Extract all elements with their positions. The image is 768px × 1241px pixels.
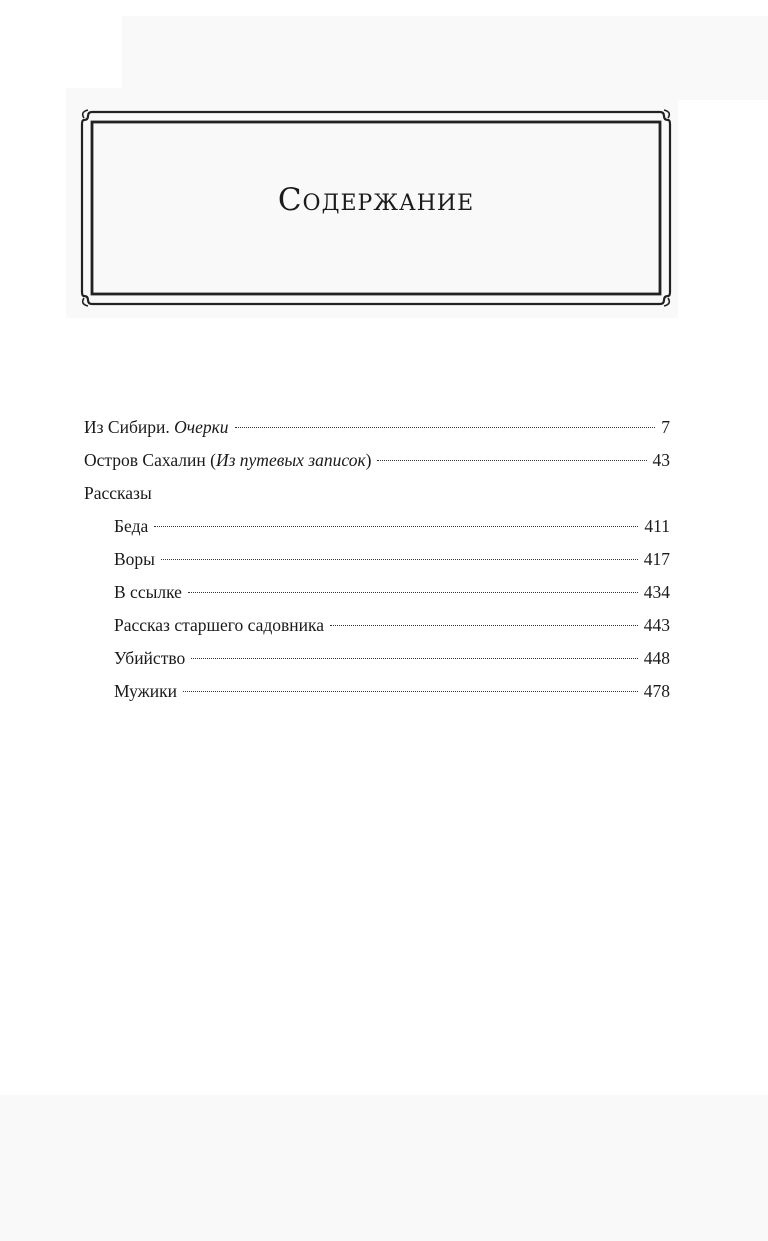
toc-page-number: 434 (643, 582, 670, 602)
toc-entry-label: Рассказ старшего садовника (114, 615, 324, 635)
toc-entry-label: Остров Сахалин (Из путевых записок) (84, 450, 372, 470)
toc-story-entry[interactable] (114, 577, 670, 607)
scan-tint-bottom (0, 1095, 768, 1241)
toc-page-number: 478 (643, 681, 670, 701)
toc-page-number: 411 (644, 516, 670, 536)
dot-leader (330, 625, 638, 626)
toc-story-entry[interactable] (114, 610, 670, 640)
dot-leader (188, 592, 638, 593)
toc-page-number: 443 (643, 615, 670, 635)
toc-entry-label: Мужики (114, 681, 177, 701)
toc-entry-label: В ссылке (114, 582, 182, 602)
toc-entry-label: Убийство (114, 648, 186, 668)
toc-entry-sakhalin[interactable] (84, 445, 670, 475)
dot-leader (191, 658, 638, 659)
toc-section-stories (84, 478, 670, 508)
dot-leader (154, 526, 638, 527)
dot-leader (377, 460, 646, 461)
toc-page-number: 417 (643, 549, 670, 569)
page-title: Содержание (277, 182, 475, 218)
toc-page-number: 43 (652, 450, 670, 470)
toc-entry-label: Из Сибири. Очерки (84, 417, 229, 437)
dot-leader (161, 559, 638, 560)
toc-section-label: Рассказы (84, 483, 152, 503)
toc-page-number: 448 (643, 648, 670, 668)
toc-entry-siberia[interactable] (84, 412, 670, 442)
dot-leader (235, 427, 656, 428)
toc-entry-label: Воры (114, 549, 155, 569)
toc-story-entry[interactable] (114, 643, 670, 673)
toc-story-entry[interactable] (114, 544, 670, 574)
toc-page-number: 7 (661, 417, 670, 437)
toc-entry-label: Беда (114, 516, 149, 536)
toc-story-entry[interactable] (114, 676, 670, 706)
dot-leader (183, 691, 638, 692)
toc-story-entry[interactable] (114, 511, 670, 541)
